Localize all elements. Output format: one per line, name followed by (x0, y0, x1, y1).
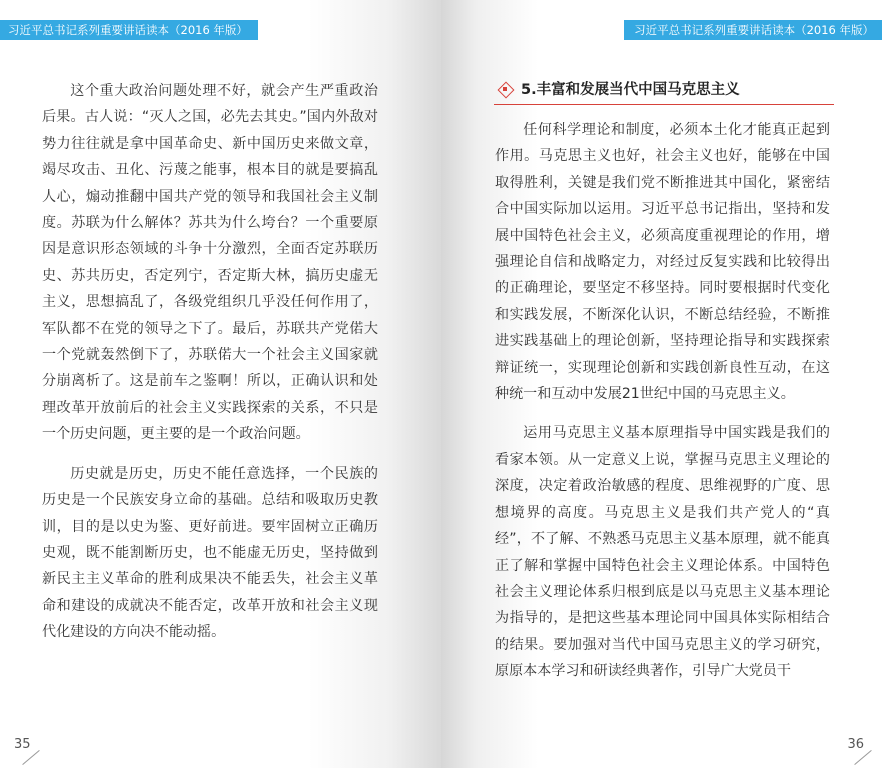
section-heading (494, 80, 834, 105)
paragraph: 任何科学理论和制度，必须本土化才能真正起到作用。马克思主义也好，社会主义也好，能够在中国取得胜利，关键是我们党不断推进其中国化，紧密结合中国实际加以运用。习近平总书记指出，坚持和发展中国特色社会主义，必须高度重视理论的作用，增强理论自信和战略定力，对经过反复实践和比较得出的正确理论，要坚定不移坚持。同时要根据时代变化和实践发展，不断深化认识，不断总结经验，不断推进实践基础上的理论创新，坚持理论指导和实践探索辩证统一，实现理论创新和实践创新良性互动，在这种统一和互动中发展21世纪中国的马克思主义。 (495, 122, 830, 403)
page-number-right: 36 (847, 737, 864, 752)
paragraph: 运用马克思主义基本原理指导中国实践是我们的看家本领。从一定意义上说，掌握马克思主义理论的深度，决定着政治敏感的程度、思维视野的广度、思想境界的高度。马克思主义是我们共产党人的“真经”，不了解、不熟悉马克思主义基本原理，就不能真正了解和掌握中国特色社会主义理论体系。中国特色社会主义理论体系归根到底是以马克思主义基本理论为指导的，是把这些基本理论同中国具体实际相结合的结果。要加强对当代中国马克思主义的学习研究，原原本本学习和研读经典著作，引导广大党员干 (495, 425, 830, 680)
section-title: 5.丰富和发展当代中国马克思主义 (521, 82, 740, 98)
left-body-text (42, 78, 378, 659)
page-number-slash-decoration (22, 750, 39, 765)
paragraph: 历史就是历史，历史不能任意选择，一个民族的历史是一个民族安身立命的基础。总结和吸取历史教训，目的是以史为鉴、更好前进。要牢固树立正确历史观，既不能割断历史，也不能虚无历史，坚持做到新民主主义革命的胜利成果决不能丢失，社会主义革命和建设的成就决不能否定，改革开放和社会主义现代化建设的方向决不能动摇。 (42, 465, 378, 641)
page-number-left: 35 (14, 737, 31, 752)
running-header-left: 习近平总书记系列重要讲话读本（2016 年版） (0, 20, 258, 40)
diamond-dot-icon (503, 87, 507, 91)
paragraph: 这个重大政治问题处理不好，就会产生严重政治后果。古人说：“灭人之国，必先去其史。”国内外敌对势力往往就是拿中国革命史、新中国历史来做文章，竭尽攻击、丑化、污蔑之能事，根本目的就是要搞乱人心，煽动推翻中国共产党的领导和我国社会主义制度。苏联为什么解体？苏共为什么垮台？一个重要原因是意识形态领域的斗争十分激烈，全面否定苏联历史、苏共历史，否定列宁，否定斯大林，搞历史虚无主义，思想搞乱了，各级党组织几乎没任何作用了，军队都不在党的领导之下了。最后，苏联共产党偌大一个党就轰然倒下了，苏联偌大一个社会主义国家就分崩离析了。这是前车之鉴啊！所以，正确认识和处理改革开放前后的社会主义实践探索的关系，不只是一个历史问题，更主要的是一个政治问题。 (42, 83, 378, 443)
right-page (441, 0, 882, 768)
page-number-slash-decoration (854, 750, 871, 765)
running-header-right: 习近平总书记系列重要讲话读本（2016 年版） (624, 20, 882, 40)
right-body-text (495, 117, 830, 698)
